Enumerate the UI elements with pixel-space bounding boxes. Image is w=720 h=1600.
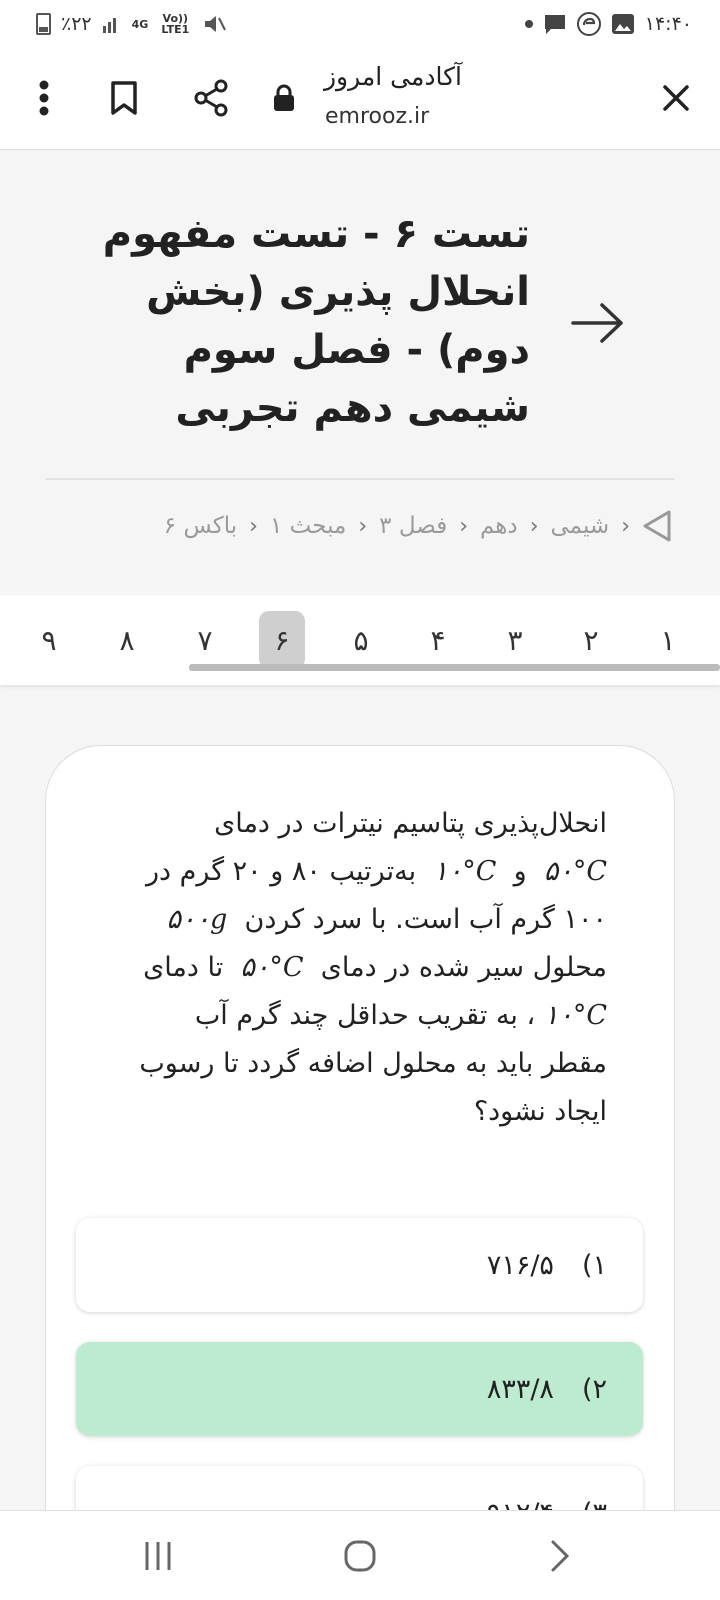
back-button[interactable] — [530, 1531, 590, 1581]
more-vert-icon — [38, 80, 50, 116]
menu-button[interactable] — [20, 74, 68, 122]
conjunction: و — [513, 856, 527, 887]
question-text-fragment: تا دمای — [143, 952, 224, 983]
question-line: مقطر باید به محلول اضافه گردد تا رسوب — [139, 1048, 607, 1079]
status-bar — [0, 0, 720, 48]
question-text-fragment: به‌ترتیب ۸۰ و ۲۰ گرم در — [145, 856, 417, 887]
bookmark-icon — [109, 80, 139, 116]
question-text-fragment: محلول سیر شده در دمای — [320, 952, 607, 983]
site-title: آکادمی امروز — [323, 62, 462, 91]
question-line — [97, 896, 607, 944]
site-security-button[interactable] — [260, 74, 308, 122]
tab-2[interactable]: ۲ — [583, 623, 599, 657]
question-line: ایجاد نشود؟ — [473, 1096, 607, 1127]
question-tabs — [0, 595, 720, 685]
tabs-scrollbar[interactable] — [189, 664, 720, 671]
answer-option-2[interactable] — [76, 1342, 643, 1436]
temperature-value: ۵۰°C — [240, 952, 304, 983]
question-line — [97, 848, 607, 896]
chevron-icon: ‹ — [249, 513, 258, 539]
network-type: 4G — [131, 17, 149, 31]
play-icon — [642, 509, 672, 543]
breadcrumb-item-chapter[interactable]: فصل ۳ — [379, 513, 448, 539]
tab-1[interactable]: ۱ — [660, 623, 676, 657]
answer-option-1[interactable] — [76, 1218, 643, 1312]
system-nav-bar — [0, 1510, 720, 1600]
chevron-icon: ‹ — [621, 513, 630, 539]
close-button[interactable] — [652, 74, 700, 122]
edge-icon — [577, 12, 601, 36]
tab-6[interactable]: ۶ — [259, 611, 305, 669]
signal-icon — [102, 14, 122, 34]
breadcrumb-item-box[interactable]: باکس ۶ — [163, 513, 238, 539]
url-display[interactable]: emrooz.ir — [325, 104, 430, 129]
tab-5[interactable]: ۵ — [353, 623, 369, 657]
tab-3[interactable]: ۳ — [507, 623, 523, 657]
breadcrumb-item-subject[interactable]: شیمی — [550, 513, 610, 539]
option-value: ۸۳۳/۸ — [486, 1373, 554, 1405]
home-button[interactable] — [330, 1531, 390, 1581]
divider — [45, 478, 675, 480]
question-line: انحلال‌پذیری پتاسیم نیترات در دمای — [214, 808, 607, 839]
mute-icon — [202, 13, 226, 35]
recents-icon — [141, 1540, 175, 1572]
chevron-right-icon — [548, 1539, 572, 1573]
chevron-icon: ‹ — [459, 513, 468, 539]
browser-toolbar — [0, 48, 720, 150]
home-icon — [343, 1539, 377, 1573]
option-number: ۱) — [581, 1249, 607, 1281]
question-line — [97, 992, 607, 1040]
option-value: ۷۱۶/۵ — [486, 1249, 554, 1281]
temperature-value: ۱۰°C — [433, 856, 497, 887]
back-arrow-button[interactable] — [570, 300, 626, 346]
status-left — [36, 13, 226, 35]
question-text — [97, 800, 607, 1136]
volte-indicator: Vo)) LTE1 — [161, 12, 190, 36]
battery-icon — [36, 13, 51, 35]
chevron-icon: ‹ — [529, 513, 539, 539]
question-text-fragment: ، به تقریب حداقل چند گرم آب — [194, 1000, 536, 1031]
status-time: ۱۴:۴۰ — [644, 13, 692, 35]
question-text-fragment: ۱۰۰ گرم آب است. با سرد کردن — [244, 904, 607, 935]
share-icon — [192, 79, 230, 117]
share-button[interactable] — [187, 74, 235, 122]
mass-value: ۵۰۰g — [166, 904, 228, 935]
lock-icon — [273, 84, 295, 112]
arrow-right-icon — [570, 300, 626, 346]
temperature-value: ۱۰°C — [543, 1000, 607, 1031]
option-number: ۲) — [581, 1373, 607, 1405]
breadcrumb-item-topic[interactable]: مبحث ۱ — [269, 513, 347, 539]
image-icon — [611, 13, 635, 35]
breadcrumb-item-grade[interactable]: دهم — [480, 513, 518, 539]
dot-icon — [525, 20, 533, 28]
temperature-value: ۵۰°C — [543, 856, 607, 887]
status-right — [525, 12, 692, 36]
chevron-icon: ‹ — [358, 513, 368, 539]
message-icon — [543, 13, 567, 35]
tab-8[interactable]: ۸ — [119, 623, 135, 657]
page-title: تست ۶ - تست مفهوم انحلال پذیری (بخش دوم) - فصل سوم شیمی دهم تجربی — [102, 211, 530, 431]
breadcrumb — [50, 505, 672, 547]
battery-percent: ٪۲۲ — [61, 13, 92, 35]
tab-7[interactable]: ۷ — [197, 623, 213, 657]
tab-9[interactable]: ۹ — [41, 623, 57, 657]
close-icon — [662, 84, 690, 112]
tab-4[interactable]: ۴ — [430, 623, 446, 657]
question-line — [97, 944, 607, 992]
bookmark-button[interactable] — [100, 74, 148, 122]
recent-apps-button[interactable] — [128, 1531, 188, 1581]
